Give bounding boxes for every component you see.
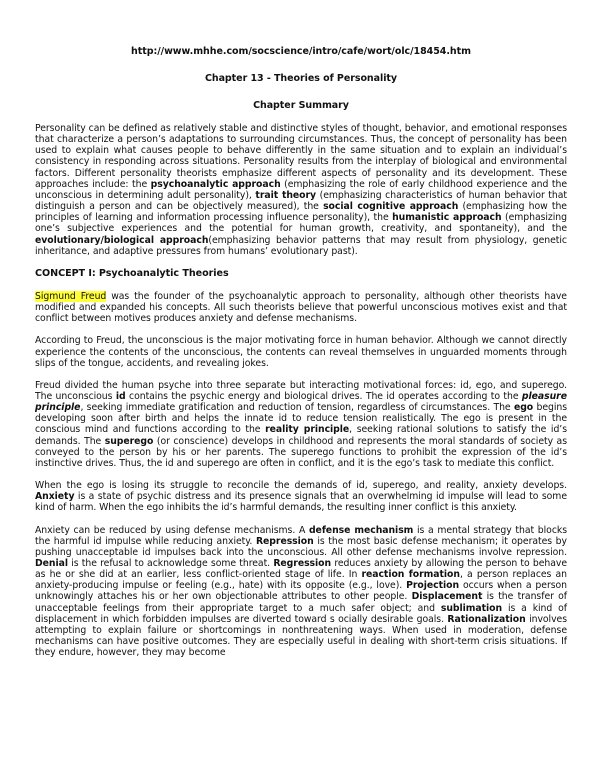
term-displacement: Displacement (411, 591, 483, 603)
term-anxiety: Anxiety (35, 491, 75, 503)
term-trait-theory: trait theory (255, 189, 317, 201)
anxiety-paragraph: When the ego is losing its struggle to reconcile the demands of id, superego, and reality, anxiety develops. Anxiety is a state of psychic distress and its presence signals that an overwhelming id impulse will lead to some kind of harm. When the ego inhibits the id’s harmful demands, the resulting inner conflict is this anxiety. (35, 480, 567, 514)
term-reality-principle: reality principle (265, 424, 350, 436)
summary-title: Chapter Summary (253, 100, 349, 111)
term-pleasure-principle: pleasure principle (35, 390, 567, 414)
term-defense-mechanism: defense mechanism (308, 524, 414, 536)
highlighted-name: Sigmund Freud (35, 290, 107, 302)
term-regression: Regression (273, 558, 332, 569)
term-psychoanalytic-approach: psychoanalytic approach (150, 178, 281, 190)
document-body (35, 123, 567, 658)
unconscious-paragraph: According to Freud, the unconscious is the major motivating force in human behavior. Although we cannot directly experience the contents of the unconscious, the contents can reveal themselves in unguarded moments through slips of the tongue, accidents, and revealing jokes. (35, 335, 567, 369)
term-sublimation: sublimation (440, 602, 503, 614)
term-repression: Repression (255, 535, 314, 547)
term-ego: ego (513, 402, 534, 414)
term-humanistic-approach: humanistic approach (392, 212, 502, 224)
term-social-cognitive-approach: social cognitive approach (323, 201, 459, 213)
term-denial: Denial (35, 558, 68, 569)
defense-mechanisms-paragraph: Anxiety can be reduced by using defense mechanisms. A defense mechanism is a mental strategy that blocks the harmful id impulse while reducing anxiety. Repression is the most basic defense mechanism; it operates by pushing unacceptable id impulses back into the unconscious. All other defense mechanisms involve repression. Denial is the refusal to acknowledge some threat. Regression reduces anxiety by allowing the person to behave as he or she did at an earlier, less conflict-oriented stage of life. In reaction formation, a person replaces an anxiety-producing impulse or feeling (e.g., hate) with its opposite (e.g., love). Projection occurs when a person unknowingly attaches his or her own objectionable attributes to other people. Displacement is the transfer of unacceptable feelings from their appropriate target to a much safer object; and sublimation is a kind of displacement in which forbidden impulses are diverted toward s ocially desirable goals. Rationalization involves attempting to explain failure or shortcomings in nonthreatening ways. When used in moderation, defense mechanisms can have positive outcomes. They are especially useful in dealing with short-term crisis situations. If they endure, however, they may become (35, 524, 568, 659)
term-rationalization: Rationalization (447, 613, 526, 625)
term-reaction-formation: reaction formation (361, 569, 460, 581)
psyche-paragraph: Freud divided the human psyche into three separate but interacting motivational forces: id, ego, and superego. The unconscious id contains the psychic energy and biological drives. The id operates according to the pleasure principle, seeking immediate gratification and reduction of tension, regardless of circumstances. The ego begins developing soon after birth and helps the innate id to reduce tension realistically. The ego is present in the conscious mind and functions according to the reality principle, seeking rational solutions to satisfy the id’s demands. The superego (or conscience) develops in childhood and represents the moral standards of society as conveyed to the person by his or her parents. The superego functions to prohibit the expression of the id’s instinctive drives. Thus, the id and superego are often in conflict, and it is the ego’s task to mediate this conflict. (35, 379, 568, 469)
term-projection: Projection (406, 580, 460, 592)
term-superego: superego (104, 435, 154, 447)
term-id: id (115, 390, 126, 402)
intro-paragraph: Personality can be defined as relatively stable and distinctive styles of thought, behavior, and emotional responses that characterize a person’s adaptations to surrounding circumstances. Thus, the concept of personality has been used to explain what causes people to behave differently in the same situation and to explain an individual’s consistency in responding across situations. Personality results from the interplay of biological and environmental factors. Different personality theorists emphasize different aspects of personality and its development. These approaches include: the psychoanalytic approach (emphasizing the role of early childhood experience and the unconscious in determining adult personality), trait theory (emphasizing characteristics of human behavior that distinguish a person and can be objectively measured), the social cognitive approach (emphasizing how the principles of learning and information processing influence personality), the humanistic approach (emphasizing one’s subjective experiences and the potential for human growth, creativity, and spontaneity), and the evolutionary/biological approach(emphasizing behavior patterns that may result from physiology, genetic inheritance, and adaptive pressures from humans’ evolutionary past). (35, 123, 567, 257)
chapter-title: Chapter 13 - Theories of Personality (204, 73, 398, 84)
source-url[interactable]: http://www.mhhe.com/socscience/intro/cafe/wort/olc/18454.htm (131, 46, 471, 57)
freud-paragraph: Sigmund Freud was the founder of the psychoanalytic approach to personality, although other theorists have modified and expanded his concepts. All such theorists believe that powerful unconscious motives exist and that conflict between motives produces anxiety and defense mechanisms. (35, 290, 567, 325)
term-evolutionary-biological-approach: evolutionary/biological approach (35, 234, 209, 246)
concept-heading: CONCEPT I: Psychoanalytic Theories (35, 267, 229, 279)
